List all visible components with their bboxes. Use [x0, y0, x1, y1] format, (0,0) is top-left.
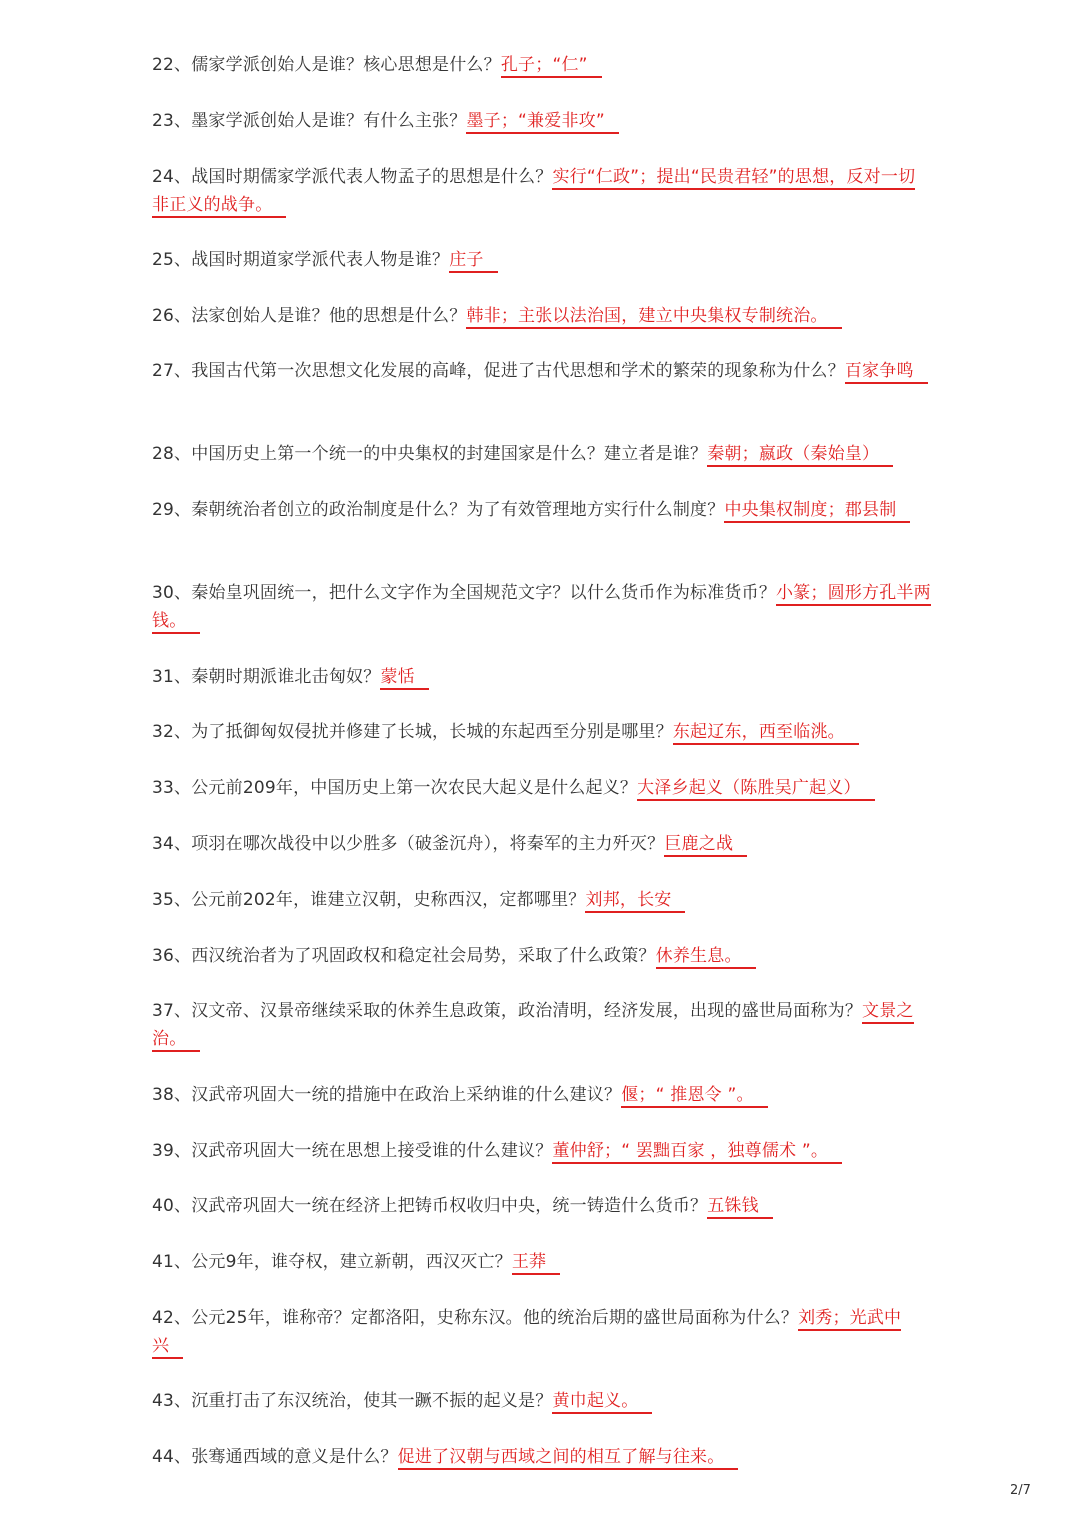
- question-item: [152, 163, 932, 219]
- question-text: 38、汉武帝巩固大一统的措施中在政治上采纳谁的什么建议？: [152, 1085, 622, 1105]
- answer-text: 休养生息。: [656, 946, 756, 969]
- question-text: 37、汉文帝、汉景帝继续采取的休养生息政策，政治清明，经济发展，出现的盛世局面称为？: [152, 1001, 863, 1021]
- answer-text: 王莽: [512, 1252, 560, 1275]
- question-text: 22、儒家学派创始人是谁？核心思想是什么？: [152, 55, 501, 75]
- question-text: 33、公元前209年，中国历史上第一次农民大起义是什么起义？: [152, 778, 638, 798]
- question-text: 23、墨家学派创始人是谁？有什么主张？: [152, 111, 467, 131]
- question-item: [152, 579, 932, 635]
- question-item: [152, 496, 932, 524]
- question-item: [152, 51, 932, 79]
- question-item: [152, 1304, 932, 1360]
- question-text: 34、项羽在哪次战役中以少胜多（破釜沉舟），将秦军的主力歼灭？: [152, 834, 665, 854]
- answer-text: 小篆；圆形方孔半两钱。: [152, 583, 931, 634]
- question-text: 26、法家创始人是谁？他的思想是什么？: [152, 306, 467, 326]
- answer-text: 墨子；“兼爱非攻”: [466, 111, 618, 134]
- question-text: 30、秦始皇巩固统一，把什么文字作为全国规范文字？以什么货币作为标准货币？: [152, 583, 777, 603]
- question-item: [152, 1137, 932, 1165]
- answer-text: 黄巾起义。: [552, 1391, 652, 1414]
- question-item: [152, 774, 932, 802]
- question-text: 41、公元9年，谁夺权，建立新朝，西汉灭亡？: [152, 1252, 512, 1272]
- answer-text: 秦朝；嬴政（秦始皇）: [707, 444, 893, 467]
- question-text: 42、公元25年，谁称帝？定都洛阳，史称东汉。他的统治后期的盛世局面称为什么？: [152, 1308, 799, 1328]
- answer-text: 实行“仁政”；提出“民贵君轻”的思想，反对一切非正义的战争。: [152, 167, 915, 218]
- question-text: 43、沉重打击了东汉统治，使其一蹶不振的起义是？: [152, 1391, 553, 1411]
- question-text: 28、中国历史上第一个统一的中央集权的封建国家是什么？建立者是谁？: [152, 444, 708, 464]
- page-number: 2/7: [1010, 1483, 1031, 1498]
- question-item: [152, 1443, 932, 1471]
- question-item: [152, 942, 932, 970]
- question-item: [152, 1192, 932, 1220]
- question-item: [152, 663, 932, 691]
- question-text: 25、战国时期道家学派代表人物是谁？: [152, 250, 450, 270]
- question-text: 40、汉武帝巩固大一统在经济上把铸币权收归中央，统一铸造什么货币？: [152, 1196, 708, 1216]
- question-text: 32、为了抵御匈奴侵扰并修建了长城，长城的东起西至分别是哪里？: [152, 722, 673, 742]
- answer-text: 韩非；主张以法治国，建立中央集权专制统治。: [466, 306, 841, 329]
- question-item: [152, 302, 932, 330]
- answer-text: 刘秀；光武中兴: [152, 1308, 901, 1359]
- question-item: [152, 246, 932, 274]
- answer-text: 孔子；“仁”: [501, 55, 602, 78]
- question-item: [152, 997, 932, 1053]
- question-item: [152, 357, 932, 385]
- question-item: [152, 1081, 932, 1109]
- question-item: [152, 440, 932, 468]
- question-text: 24、战国时期儒家学派代表人物孟子的思想是什么？: [152, 167, 553, 187]
- answer-text: 大泽乡起义（陈胜吴广起义）: [637, 778, 875, 801]
- answer-text: 董仲舒；“ 罢黜百家 ，独尊儒术 ”。: [552, 1141, 842, 1164]
- answer-text: 偃；“ 推恩令 ”。: [621, 1085, 767, 1108]
- question-item: [152, 886, 932, 914]
- question-item: [152, 1387, 932, 1415]
- question-text: 27、我国古代第一次思想文化发展的高峰，促进了古代思想和学术的繁荣的现象称为什么？: [152, 361, 845, 381]
- answer-text: 东起辽东，西至临洮。: [673, 722, 859, 745]
- answer-text: 蒙恬: [380, 667, 428, 690]
- question-text: 31、秦朝时期派谁北击匈奴？: [152, 667, 381, 687]
- question-item: [152, 107, 932, 135]
- answer-text: 百家争鸣: [845, 361, 928, 384]
- answer-text: 促进了汉朝与西域之间的相互了解与往来。: [398, 1447, 739, 1470]
- answer-text: 巨鹿之战: [664, 834, 747, 857]
- question-text: 39、汉武帝巩固大一统在思想上接受谁的什么建议？: [152, 1141, 553, 1161]
- question-text: 35、公元前202年，谁建立汉朝，史称西汉，定都哪里？: [152, 890, 586, 910]
- answer-text: 中央集权制度；郡县制: [724, 500, 910, 523]
- question-item: [152, 718, 932, 746]
- question-text: 36、西汉统治者为了巩固政权和稳定社会局势，采取了什么政策？: [152, 946, 656, 966]
- question-text: 44、张骞通西域的意义是什么？: [152, 1447, 398, 1467]
- question-item: [152, 1248, 932, 1276]
- question-text: 29、秦朝统治者创立的政治制度是什么？为了有效管理地方实行什么制度？: [152, 500, 725, 520]
- answer-text: 庄子: [449, 250, 497, 273]
- answer-text: 五铢钱: [707, 1196, 773, 1219]
- answer-text: 刘邦，长安: [585, 890, 685, 913]
- question-item: [152, 830, 932, 858]
- answer-text: 文景之治。: [152, 1001, 914, 1052]
